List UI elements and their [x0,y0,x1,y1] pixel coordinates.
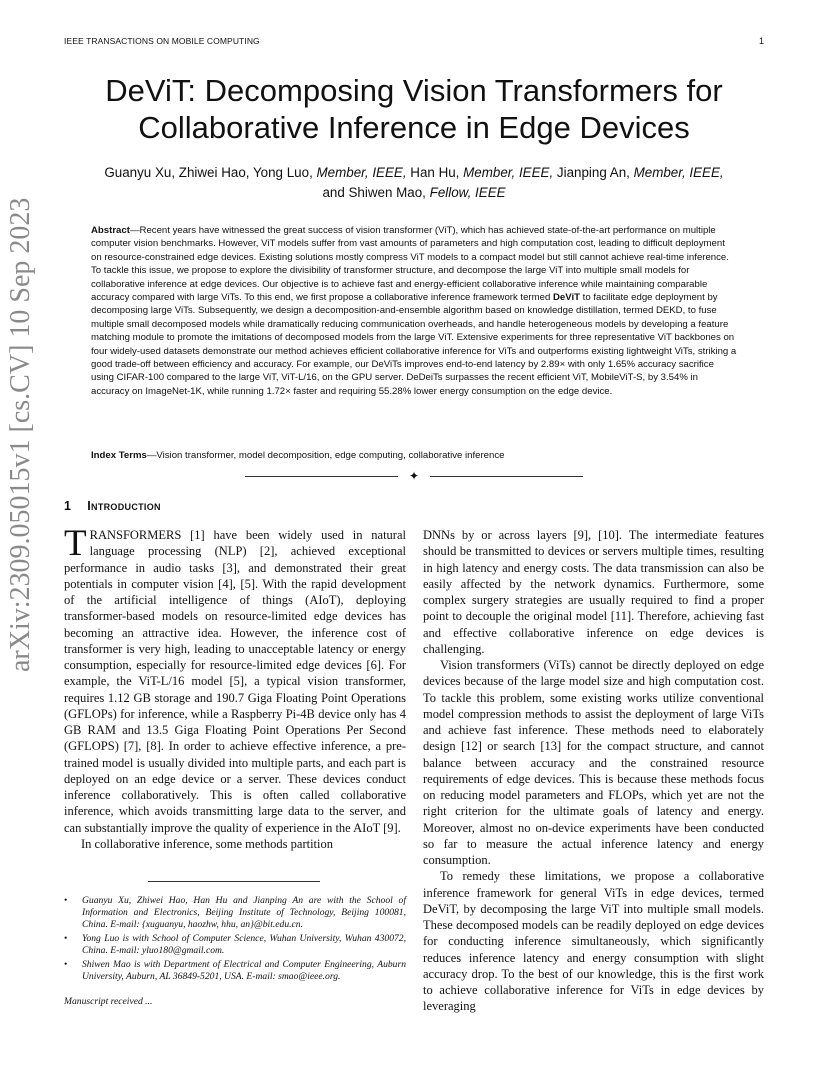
footnote-item [64,959,406,983]
paragraph: Vision transformers (ViTs) cannot be directly deployed on edge devices because of the large model size and high computation cost. To tackle this problem, some existing works utilize conventional model compression methods to assist the deployment of large ViTs and achieve fast inference. These methods need to elaborately design [12] or search [13] for the compact structure, and cannot balance between accuracy and the constrained resource requirements of edge devices. This is because these methods focus on reducing model parameters and FLOPs, which yet are not the right criterion for the ultimate goals of latency and energy. Moreover, almost no on-device experiments have been conducted so far to measure the actual inference latency and energy consumption. [423,658,764,867]
author-membership-3: Member, IEEE, [633,165,724,180]
index-terms-text: —Vision transformer, model decomposition, edge computing, collaborative inference [146,450,505,461]
abstract-text-1: —Recent years have witnessed the great success of vision transformer (ViT), which has achieved state-of-the-art performance on multiple computer vision benchmarks. However, ViT models suffer from vast amounts of parameters and high computation cost, leading to difficult deployment on resource-constrained edge devices. Existing solutions mostly compress ViT models to a compact model but still cannot achieve real-time inference. To tackle this issue, we propose to explore the divisibility of transformer structure, and decompose the large ViT into multiple small models for collaborative inference at edge devices. Our objective is to achieve fast and energy-efficient collaborative inference while maintaining comparable accuracy compared with large ViTs. To this end, we first propose a collaborative inference framework termed [91,225,729,304]
author-membership-4: Fellow, IEEE [429,185,506,200]
index-terms-label: Index Terms [91,450,147,461]
author-membership-1: Member, IEEE, [316,165,407,180]
title-line-1: DeViT: Decomposing Vision Transformers for [105,73,723,108]
section-number: 1 [64,499,72,513]
bullet-icon: • [64,933,68,944]
footnote-text: Shiwen Mao is with Department of Electrical and Computer Engineering, Auburn University, Auburn, AL 36849-5201, USA. E-mail: smao@ieee.org. [82,959,406,982]
footnote-item [64,895,406,931]
abstract-text-2: to facilitate edge deployment by decomposing large ViTs. Subsequently, we design a decomposition-and-ensemble algorithm based on knowledge distillation, termed DEKD, to fuse multiple small decomposed models while dramatically reducing communication overheads, and handle heterogeneous models by developing a feature matching module to promote the imitations of decomposed models from the large ViT. Extensive experiments for three representative ViT backbones on four widely-used datasets demonstrate our method achieves efficient collaborative inference for ViTs and outperforms existing lightweight ViTs, striking a good trade-off between efficiency and accuracy. For example, our DeViTs improves end-to-end latency by 2.89× with only 1.65% accuracy sacrifice using CIFAR-100 compared to the large ViT, ViT-L/16, on the GPU server. DeDeiTs surpasses the recent efficient ViT, MobileViT-S, by 3.54% in accuracy on ImageNet-1K, while running 1.72× faster and requiring 55.28% lower energy consumption on the edge device. [91,292,737,397]
paper-title [60,72,768,146]
arxiv-stamp: arXiv:2309.05015v1 [cs.CV] 10 Sep 2023 [5,197,36,672]
section-heading [64,499,161,513]
drop-cap-rest: RANSFORMERS [89,528,182,542]
drop-cap: T [64,523,87,564]
bullet-icon: • [64,895,68,906]
paragraph [64,523,406,836]
title-line-2: Collaborative Inference in Edge Devices [138,110,690,145]
paragraph: In collaborative inference, some methods partition [81,836,333,851]
section-title: Introduction [87,499,161,513]
footnote-item [64,933,406,957]
separator-rule-right [430,476,583,477]
footnote-text: Guanyu Xu, Zhiwei Hao, Han Hu and Jianping An are with the School of Information and Electronics, Beijing Institute of Technology, Beijing 100081, China. E-mail: {xuguanyu, haozhw, hhu, an}@bit.edu.cn. [82,895,406,930]
authors-part-2: Han Hu, [406,165,464,180]
paragraph: To remedy these limitations, we propose a collaborative inference framework for general ViTs in edge devices, termed DeViT, by decomposing the large ViT into multiple small models. These decomposed models can be readily deployed on edge devices for conducting inference simultaneously, which significantly reduces inference latency and energy consumption with slight accuracy drop. To the best of our knowledge, this is the first work to achieve collaborative inference for ViTs in edge devices by leveraging [423,869,764,1014]
body-column-right [423,527,764,1015]
separator-rule-left [245,476,398,477]
authors-part-1: Guanyu Xu, Zhiwei Hao, Yong Luo, [104,165,317,180]
author-list [60,163,768,203]
author-membership-2: Member, IEEE, [463,165,554,180]
authors-part-4: and Shiwen Mao, [322,185,430,200]
authors-part-3: Jianping An, [553,165,634,180]
bullet-icon: • [64,959,68,970]
separator-diamond-icon: ✦ [409,469,420,483]
abstract-devit-term: DeViT [552,292,580,304]
index-terms [91,449,737,462]
paragraph: DNNs by or across layers [9], [10]. The intermediate features should be transmitted to devices or servers multiple times, resulting in high latency and energy costs. The data transmission can also be easily affected by the network dynamics. Furthermore, some complex surgery strategies are usually required to find a proper point to decouple the original model [11]. Therefore, achieving fast and effective collaborative inference on edge devices is challenging. [423,528,764,656]
footnotes [64,895,406,985]
page-number: 1 [759,36,765,46]
footnote-text: Yong Luo is with School of Computer Science, Wuhan University, Wuhan 430072, China. E-mail: yluo180@gmail.com. [82,933,406,956]
body-column-left [64,523,406,852]
abstract-label: Abstract [91,225,130,236]
footnote-rule [148,881,320,882]
paragraph-text: [1] have been widely used in natural language processing (NLP) [2], achieved exceptional performance in audio tasks [3], and demonstrated their great potentials in computer vision [4], [5]. With the rapid development of the artificial intelligence of things (AIoT), deploying transformer-based models on resource-limited edge devices has becoming an attractive idea. However, the inference cost of transformer is very high, leading to unacceptable latency or energy consumption, especially for resource-limited edge devices [6]. For example, the ViT-L/16 model [5], a typical vision transformer, requires 1.12 GB storage and 190.7 Giga Floating Point Operations (GFLOPs) for inference, while a Raspberry Pi-4B device only has 4 GB RAM and 13.5 Giga Floating Point Operations Per Second (GFLOPS) [7], [8]. In order to achieve effective inference, a pre-trained model is usually divided into multiple parts, and each part is deployed on an edge device or a server. These devices conduct inference collaboratively. This is often called collaborative inference, which avoids transmitting large data to the server, and can substantially improve the quality of experience in the AIoT [9]. [64,528,406,835]
manuscript-note: Manuscript received ... [64,996,153,1007]
author-line-2 [60,183,768,203]
abstract [91,224,737,398]
running-head: IEEE TRANSACTIONS ON MOBILE COMPUTING [64,36,260,46]
author-line-1 [60,163,768,183]
